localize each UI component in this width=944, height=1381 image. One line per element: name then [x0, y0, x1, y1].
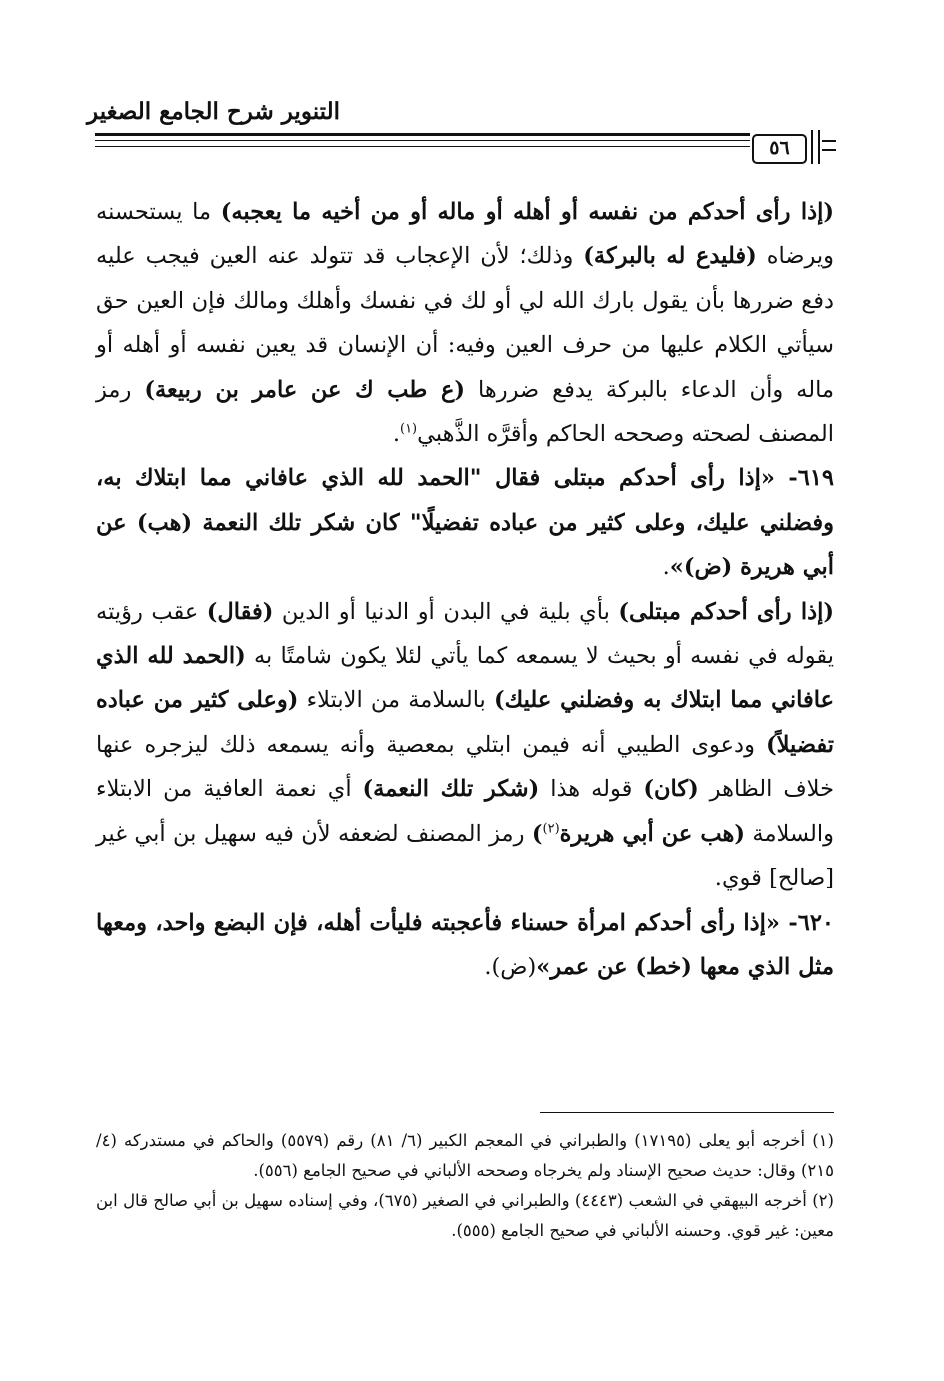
- hadith-quote: (إذا رأى أحدكم من نفسه أو أهله أو ماله أو من أخيه ما يعجبه): [220, 199, 834, 225]
- footnote-separator: [540, 1112, 834, 1113]
- source-citation: (ع طب ك عن عامر بن ربيعة): [144, 376, 466, 403]
- commentary-text: قوله هذا: [539, 776, 644, 803]
- main-text: [96, 190, 834, 989]
- hadith-text: ٦١٩- «إذا رأى أحدكم مبتلى فقال "الحمد لله الذي عافاني مما ابتلاك به، وفضلني عليك، وعلى كثير من عباده تفضيلًا" كان شكر تلك النعمة (هب) عن أبي هريرة (ض)»: [96, 465, 834, 581]
- hadith-quote: (شكر تلك النعمة): [362, 776, 540, 803]
- commentary-text: عقب رؤيته يقوله في نفسه أو بحيث لا يسمعه كما يأتي لئلا يكون شامتًا به: [96, 598, 834, 670]
- commentary-text: بأي بلية في البدن أو الدنيا أو الدين: [273, 598, 619, 625]
- commentary-paragraph-1: [96, 190, 834, 456]
- footnote-marker: (١): [399, 421, 418, 437]
- commentary-paragraph-2: [96, 590, 834, 901]
- hadith-620: [96, 901, 834, 990]
- page-number: ٥٦: [769, 137, 790, 159]
- footnote-marker: (٢): [542, 821, 560, 837]
- commentary-text: وذلك؛ لأن الإعجاب قد تتولد عنه العين فيجب عليه دفع ضررها بأن يقول بارك الله لي أو لك في نفسك وأهلك ومالك فإن العين حق سيأتي الكلام عليها من حرف العين وفيه: أن الإنسان قد يعين نفسه أو أهله أو ماله وأن الدعاء بالبركة يدفع ضررها: [96, 243, 834, 403]
- header-rule-thick: [95, 133, 750, 136]
- source-citation: (هب عن أبي هريرة: [559, 820, 746, 847]
- footnote-1: (١) أخرجه أبو يعلى (١٧١٩٥) والطبراني في المعجم الكبير (٦/ ٨١) رقم (٥٥٧٩) والحاكم في مستدركه (٤/ ٢١٥) وقال: حديث صحيح الإسناد ولم يخرجاه وصححه الألباني في صحيح الجامع (٥٥٦).: [96, 1131, 834, 1180]
- page-number-box: [752, 134, 807, 164]
- footnotes: [96, 1126, 834, 1246]
- commentary-text: ودعوى الطيبي أنه فيمن ابتلي بمعصية وأنه يسمعه ذلك ليزجره عنها خلاف الظاهر: [96, 731, 834, 803]
- hadith-quote: (الحمد لله الذي عافاني مما ابتلاك به وفضلني عليك): [96, 643, 835, 714]
- commentary-text: أي نعمة العافية من الابتلاء والسلامة: [96, 776, 835, 847]
- commentary-text: ما يستحسنه ويرضاه: [96, 199, 834, 270]
- page-number-dash-ornament: [822, 140, 836, 151]
- hadith-quote: (إذا رأى أحدكم مبتلى): [618, 598, 834, 625]
- running-header-title: التنوير شرح الجامع الصغير: [87, 98, 340, 125]
- page-number-bracket-ornament: [811, 130, 820, 164]
- footnote-2: (٢) أخرجه البيهقي في الشعب (٤٤٤٣) والطبراني في الصغير (٦٧٥)، وفي إسناده سهيل بن أبي صالح قال ابن معين: غير قوي. وحسنه الألباني في صحيح الجامع (٥٥٥).: [96, 1191, 834, 1240]
- commentary-text: رمز المصنف لصحته وصححه الحاكم وأقرَّه الذَّهبي: [96, 376, 834, 448]
- punctuation: .: [662, 554, 670, 581]
- hadith-619: [96, 456, 834, 589]
- header-rule-thin: [95, 140, 750, 141]
- header-rule-thin-2: [95, 146, 750, 147]
- grade-marker: (ض).: [484, 953, 537, 980]
- commentary-text: .: [392, 421, 400, 448]
- hadith-quote: (كان): [643, 776, 699, 803]
- commentary-text: بالسلامة من الابتلاء: [298, 687, 494, 714]
- hadith-quote: (فليدع له بالبركة): [583, 243, 757, 270]
- hadith-quote: (وعلى كثير من عباده تفضيلاً): [96, 687, 834, 758]
- source-citation: ): [531, 820, 543, 847]
- hadith-text: ٦٢٠- «إذا رأى أحدكم امرأة حسناء فأعجبته فليأت أهله، فإن البضع واحد، ومعها مثل الذي معها (خط) عن عمر»: [96, 909, 834, 980]
- commentary-text: رمز المصنف لضعفه لأن فيه سهيل بن أبي غير [صالح] قوي.: [96, 820, 834, 892]
- hadith-quote: (فقال): [206, 598, 274, 625]
